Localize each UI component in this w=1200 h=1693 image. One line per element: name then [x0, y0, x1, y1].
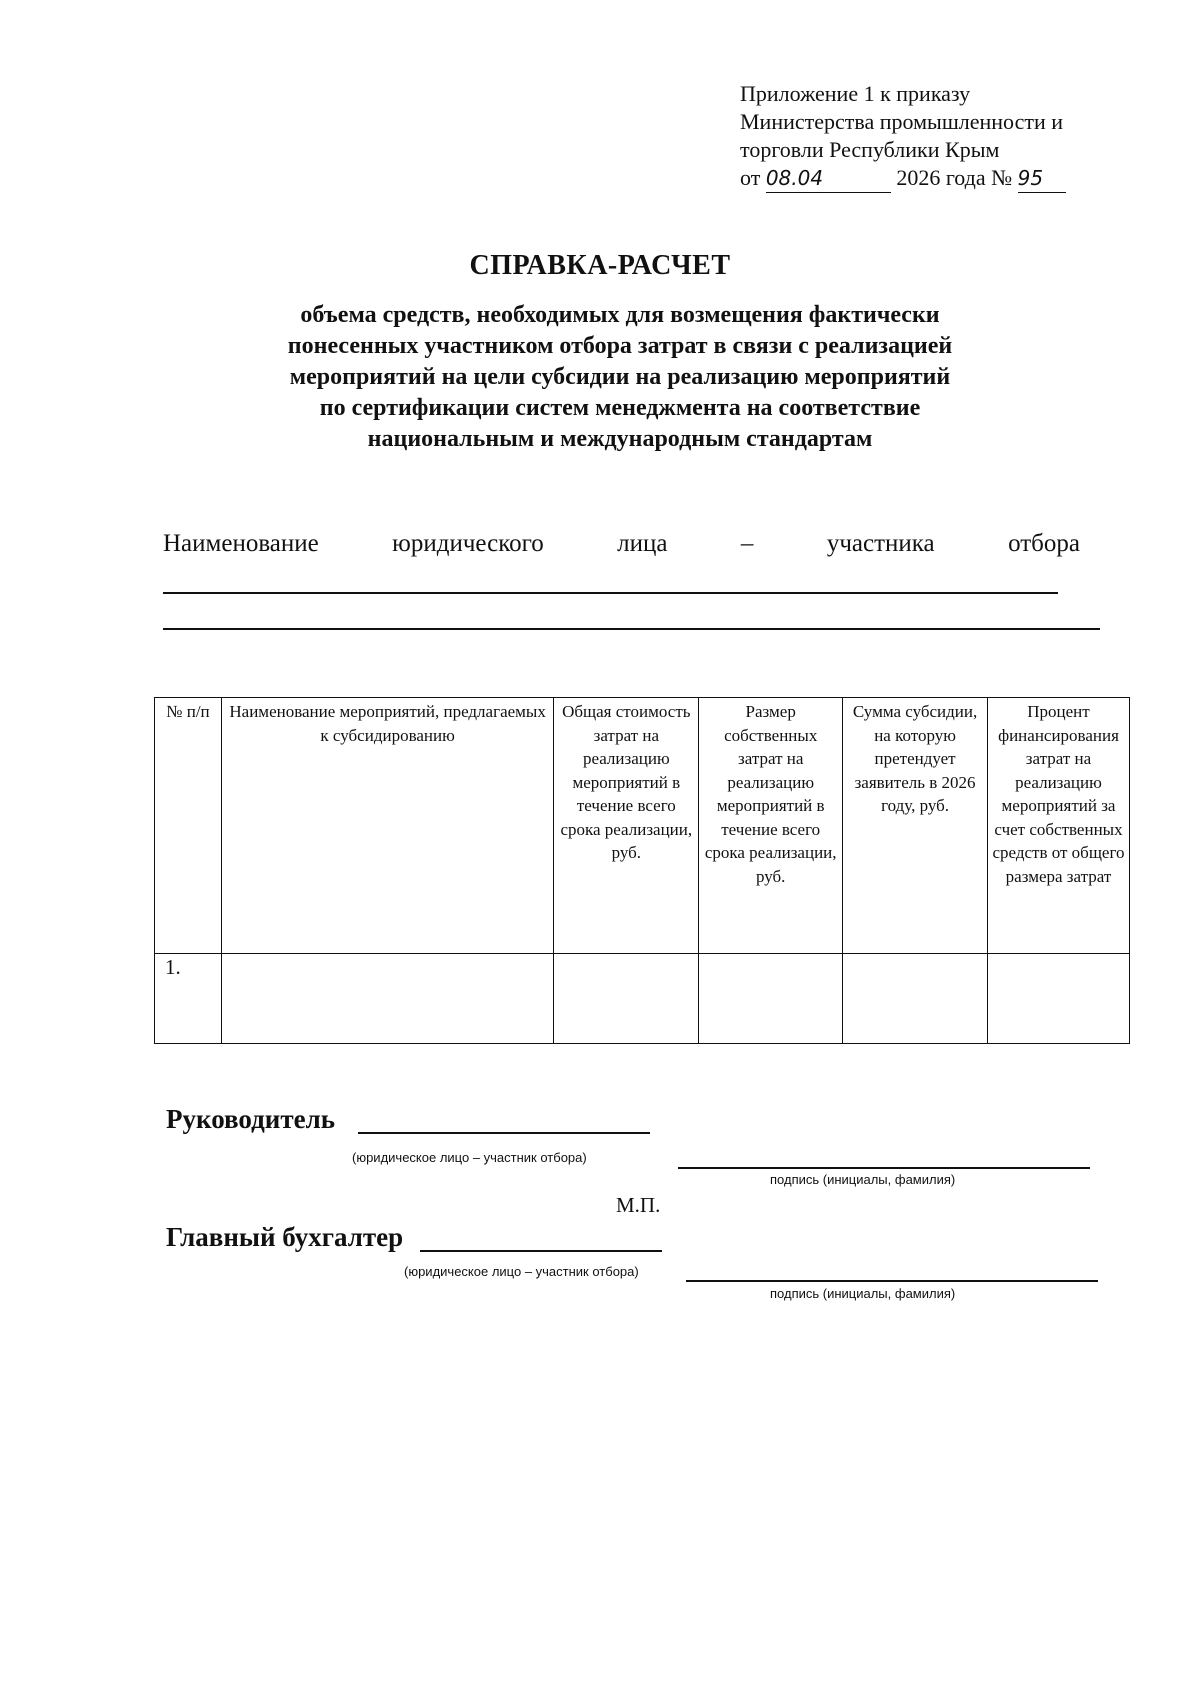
document-title: СПРАВКА-РАСЧЕТ	[469, 250, 731, 281]
accountant-entity-field-line[interactable]	[420, 1250, 662, 1252]
col-header-number: № п/п	[155, 698, 222, 954]
entity-word-5: участника	[826, 530, 935, 557]
subsidy-amount-cell[interactable]	[843, 954, 988, 1044]
table-row	[155, 954, 1130, 1044]
entity-word-1: Наименование	[163, 530, 319, 557]
col-header-own-funding-percent: Процент финансирования затрат на реализацию мероприятий за счет собственных средств от общего размера затрат	[987, 698, 1129, 954]
table-header-row	[155, 698, 1130, 954]
col-header-own-costs: Размер собственных затрат на реализацию мероприятий в течение всего срока реализации, руб.	[699, 698, 843, 954]
header-line-3: торговли Республики Крым	[740, 137, 1000, 162]
activity-cell[interactable]	[221, 954, 553, 1044]
date-prefix: от	[740, 165, 761, 190]
header-line-1: Приложение 1 к приказу	[740, 81, 971, 106]
own-funding-percent-cell[interactable]	[987, 954, 1129, 1044]
document-subtitle	[200, 300, 1040, 455]
head-signature-line[interactable]	[678, 1167, 1090, 1169]
col-header-total-cost: Общая стоимость затрат на реализацию мероприятий в течение всего срока реализации, руб.	[554, 698, 699, 954]
entity-name-field-line-1[interactable]	[163, 592, 1058, 594]
header-line-2: Министерства промышленности и	[740, 109, 1064, 134]
entity-word-3: лица	[617, 530, 668, 557]
subtitle-line-4: по сертификации систем менеджмента на соответствие	[319, 395, 921, 421]
subtitle-line-1: объема средств, необходимых для возмещения фактически	[300, 302, 940, 328]
entity-name-field-line-2[interactable]	[163, 628, 1100, 630]
total-cost-cell[interactable]	[554, 954, 699, 1044]
subtitle-line-2: понесенных участником отбора затрат в связи с реализацией	[287, 333, 953, 359]
head-signature-caption: подпись (инициалы, фамилия)	[770, 1172, 956, 1187]
order-number: 95	[1018, 164, 1066, 193]
col-header-activity: Наименование мероприятий, предлагаемых к субсидированию	[221, 698, 553, 954]
entity-word-2: юридического	[392, 530, 544, 557]
date-value: 08.04	[766, 164, 891, 193]
head-title: Руководитель	[166, 1104, 336, 1134]
entity-name-label	[163, 530, 1080, 558]
row-number-cell: 1.	[155, 954, 222, 1044]
subtitle-line-3: мероприятий на цели субсидии на реализацию мероприятий	[289, 364, 951, 390]
stamp-place: М.П.	[616, 1193, 661, 1217]
entity-word-4: –	[740, 530, 754, 557]
cost-table	[154, 697, 1130, 1044]
accountant-entity-caption: (юридическое лицо – участник отбора)	[404, 1264, 639, 1279]
header-date-line	[740, 164, 1140, 193]
year-text: 2026 года №	[896, 165, 1013, 190]
head-entity-caption: (юридическое лицо – участник отбора)	[352, 1150, 587, 1165]
col-header-subsidy-amount: Сумма субсидии, на которую претендует заявитель в 2026 году, руб.	[843, 698, 988, 954]
own-costs-cell[interactable]	[699, 954, 843, 1044]
accountant-signature-caption: подпись (инициалы, фамилия)	[770, 1286, 956, 1301]
accountant-signature-line[interactable]	[686, 1280, 1098, 1282]
appendix-header	[740, 80, 1140, 193]
subtitle-line-5: национальным и международным стандартам	[367, 426, 873, 452]
entity-word-6: отбора	[1008, 530, 1080, 557]
head-entity-field-line[interactable]	[358, 1132, 650, 1134]
accountant-title: Главный бухгалтер	[166, 1222, 404, 1252]
